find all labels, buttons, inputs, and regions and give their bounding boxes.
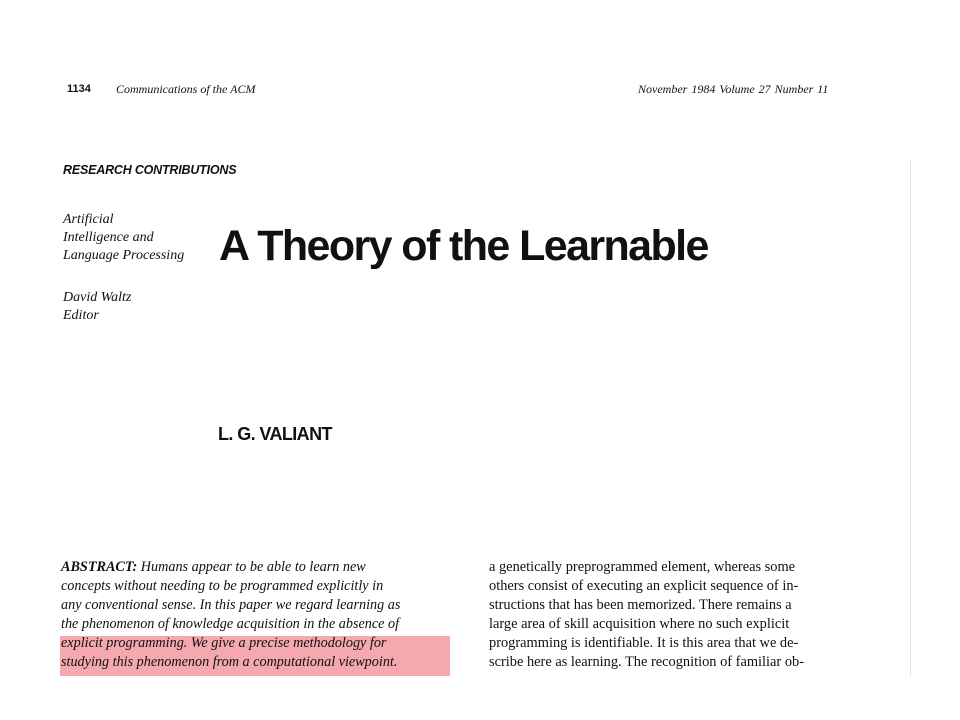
abstract-block bbox=[61, 558, 453, 671]
department-line: Intelligence and bbox=[63, 230, 154, 245]
body-line: a genetically preprogrammed element, whereas some bbox=[489, 559, 796, 575]
abstract-lead: ABSTRACT: bbox=[61, 559, 138, 575]
body-column bbox=[489, 558, 879, 671]
abstract-line: studying this phenomenon from a computational viewpoint. bbox=[61, 653, 398, 670]
abstract-line: any conventional sense. In this paper we regard learning as bbox=[61, 596, 401, 613]
editor-block bbox=[63, 289, 131, 325]
department-line: Artificial bbox=[63, 212, 114, 227]
section-label: RESEARCH CONTRIBUTIONS bbox=[63, 163, 237, 177]
paper-title: A Theory of the Learnable bbox=[219, 222, 708, 270]
abstract-line: explicit programming. We give a precise methodology for bbox=[61, 634, 387, 651]
department-block bbox=[63, 211, 184, 265]
abstract-line: concepts without needing to be programmed explicitly in bbox=[61, 577, 384, 594]
journal-name: Communications of the ACM bbox=[116, 82, 256, 96]
body-line: scribe here as learning. The recognition of familiar ob- bbox=[489, 653, 805, 670]
abstract-line: the phenomenon of knowledge acquisition in the absence of bbox=[61, 615, 400, 632]
department-line: Language Processing bbox=[63, 248, 185, 263]
body-line: large area of skill acquisition where no such explicit bbox=[489, 615, 790, 632]
editor-name: David Waltz bbox=[63, 290, 132, 305]
column-divider bbox=[910, 160, 911, 677]
body-line: structions that has been memorized. There remains a bbox=[489, 596, 792, 613]
page-number: 1134 bbox=[67, 83, 91, 95]
body-line: programming is identifiable. It is this area that we de- bbox=[489, 634, 799, 651]
author-name: L. G. VALIANT bbox=[218, 424, 332, 444]
abstract-line bbox=[61, 558, 453, 577]
abstract-text: Humans appear to be able to learn new bbox=[137, 559, 366, 575]
issue-info: November 1984 Volume 27 Number 11 bbox=[638, 82, 829, 96]
editor-role: Editor bbox=[63, 308, 99, 323]
body-line: others consist of executing an explicit sequence of in- bbox=[489, 577, 799, 594]
